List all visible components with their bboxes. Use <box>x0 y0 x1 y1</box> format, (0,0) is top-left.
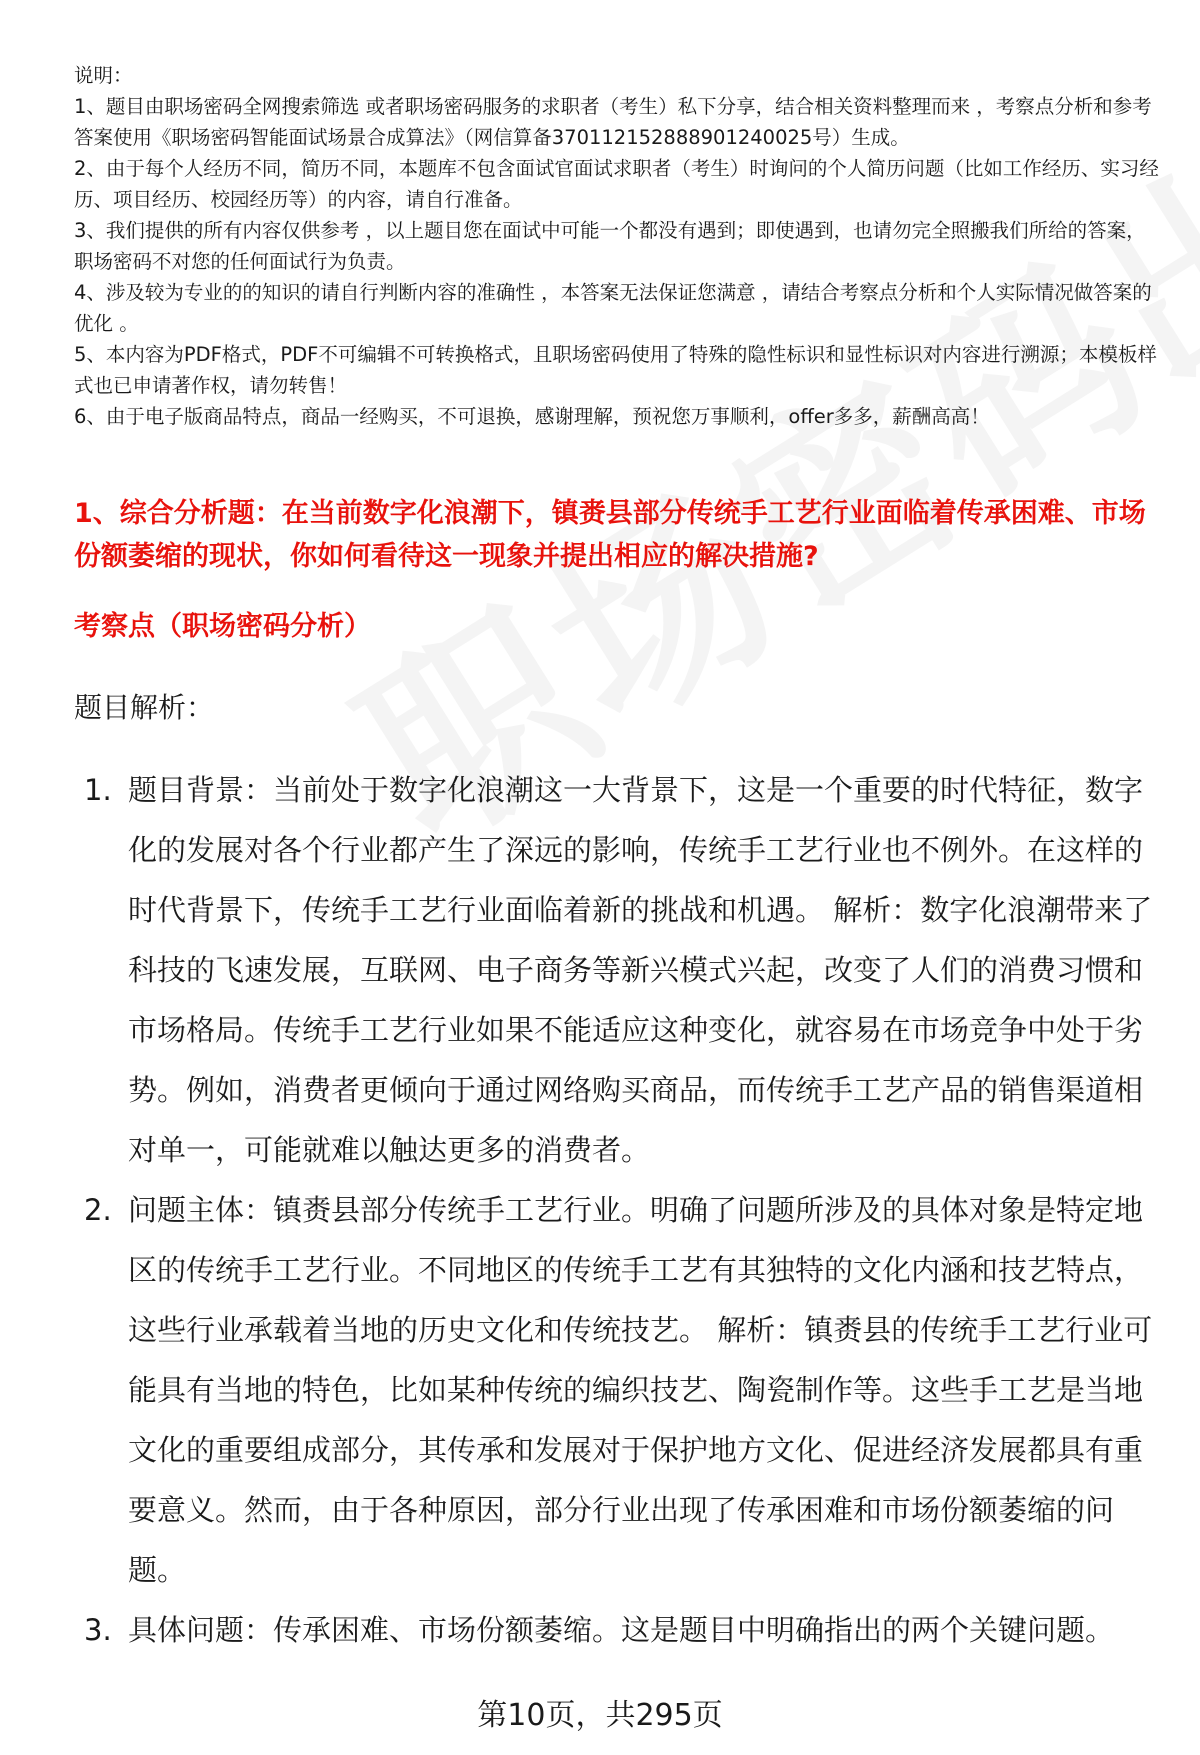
analysis-point <box>74 1600 1164 1660</box>
point-number: 1. <box>84 773 112 807</box>
notes-item: 5、本内容为PDF格式，PDF不可编辑不可转换格式，且职场密码使用了特殊的隐性标识和显性标识对内容进行溯源；本模板样式也已申请著作权，请勿转售！ <box>74 343 1157 397</box>
notes-item: 1、题目由职场密码全网搜索筛选 或者职场密码服务的求职者（考生）私下分享，结合相关资料整理而来 ，考察点分析和参考答案使用《职场密码智能面试场景合成算法》（网信算备370112152888901240025号）生成。 <box>74 95 1152 149</box>
notes-item: 6、由于电子版商品特点，商品一经购买，不可退换，感谢理解，预祝您万事顺利，offer多多，薪酬高高！ <box>74 405 990 428</box>
analysis-point <box>74 760 1164 1180</box>
point-number: 3. <box>84 1613 112 1647</box>
notes-section <box>74 60 1160 432</box>
notes-heading: 说明： <box>74 64 133 87</box>
notes-item: 2、由于每个人经历不同，简历不同，本题库不包含面试官面试求职者（考生）时询问的个人简历问题（比如工作经历、实习经历、项目经历、校园经历等）的内容，请自行准备。 <box>74 157 1159 211</box>
point-text: 问题主体：镇赉县部分传统手工艺行业。明确了问题所涉及的具体对象是特定地区的传统手工艺行业。不同地区的传统手工艺有其独特的文化内涵和技艺特点，这些行业承载着当地的历史文化和传统技艺。 解析：镇赉县的传统手工艺行业可能具有当地的特色，比如某种传统的编织技艺、陶瓷制作等。这些手工艺是当地文化的重要组成部分，其传承和发展对于保护地方文化、促进经济发展都具有重要意义。然而，由于各种原因，部分行业出现了传承困难和市场份额萎缩的问题。 <box>128 1193 1153 1587</box>
analysis-point <box>74 1180 1164 1600</box>
point-number: 2. <box>84 1193 112 1227</box>
analysis-section-heading: 考察点（职场密码分析） <box>74 611 371 642</box>
notes-item: 4、涉及较为专业的的知识的请自行判断内容的准确性 ，本答案无法保证您满意 ，请结合考察点分析和个人实际情况做答案的优化 。 <box>74 281 1152 335</box>
point-text: 题目背景：当前处于数字化浪潮这一大背景下，这是一个重要的时代特征，数字化的发展对各个行业都产生了深远的影响，传统手工艺行业也不例外。在这样的时代背景下，传统手工艺行业面临着新的挑战和机遇。 解析：数字化浪潮带来了科技的飞速发展，互联网、电子商务等新兴模式兴起，改变了人们的消费习惯和市场格局。传统手工艺行业如果不能适应这种变化，就容易在市场竞争中处于劣势。例如，消费者更倾向于通过网络购买商品，而传统手工艺产品的销售渠道相对单一，可能就难以触达更多的消费者。 <box>128 773 1153 1167</box>
analysis-label: 题目解析： <box>74 691 215 724</box>
analysis-list <box>74 760 1164 1660</box>
page-number: 第10页，共295页 <box>477 1698 723 1733</box>
question-title: 1、综合分析题：在当前数字化浪潮下，镇赉县部分传统手工艺行业面临着传承困难、市场份额萎缩的现状，你如何看待这一现象并提出相应的解决措施? <box>74 498 1146 572</box>
point-text: 具体问题：传承困难、市场份额萎缩。这是题目中明确指出的两个关键问题。 <box>128 1613 1115 1647</box>
notes-item: 3、我们提供的所有内容仅供参考 ，以上题目您在面试中可能一个都没有遇到；即使遇到，也请勿完全照搬我们所给的答案，职场密码不对您的任何面试行为负责。 <box>74 219 1146 273</box>
